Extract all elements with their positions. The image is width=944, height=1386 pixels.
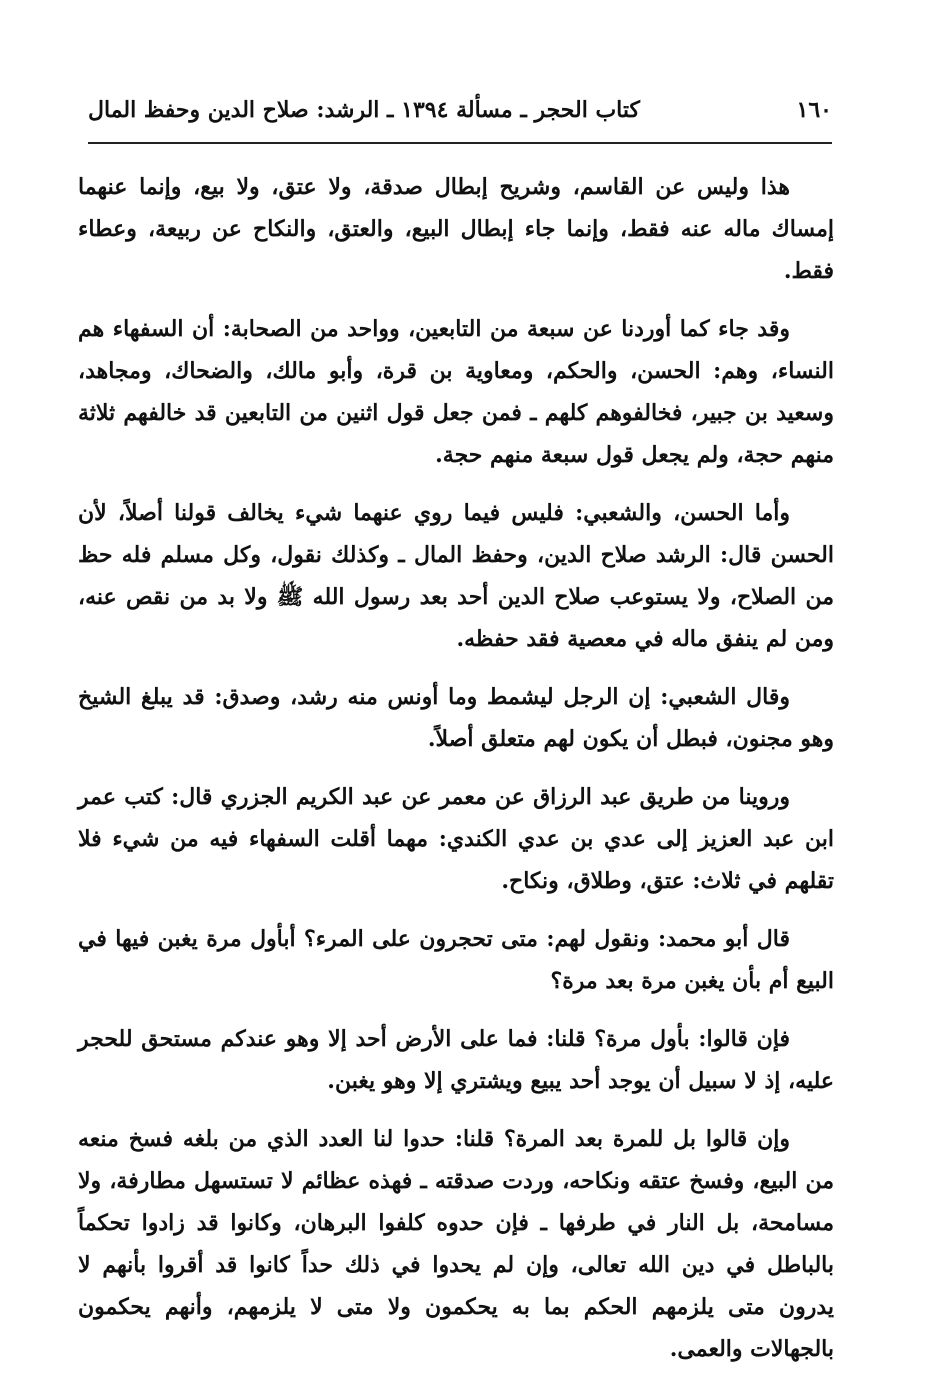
page-number: ١٦٠ bbox=[796, 97, 832, 123]
paragraph: وأما الحسن، والشعبي: فليس فيما روي عنهما شيء يخالف قولنا أصلاً، لأن الحسن قال: الرشد صلاح الدين، وحفظ المال ـ وكذلك نقول، وكل مسلم فله حظ من الصلاح، ولا يستوعب صلاح الدين أحد بعد رسول الله ﷺ ولا بد من نقص عنه، ومن لم ينفق ماله في معصية فقد حفظه. bbox=[78, 500, 834, 652]
paragraph: فإن قالوا: بأول مرة؟ قلنا: فما على الأرض أحد إلا وهو عندكم مستحق للحجر عليه، إذ لا سبيل أن يوجد أحد يبيع ويشتري إلا وهو يغبن. bbox=[78, 1026, 834, 1094]
header-divider bbox=[88, 142, 832, 144]
paragraph: وإن قالوا بل للمرة بعد المرة؟ قلنا: حدوا لنا العدد الذي من بلغه فسخ منعه من البيع، وفسخ عتقه ونكاحه، وردت صدقته ـ فهذه عظائم لا تستسهل مطارفة، ولا مسامحة، بل النار في طرفها ـ فإن حدوه كلفوا البرهان، وكانوا قد زادوا تحكماً بالباطل في دين الله تعالى، وإن لم يحدوا في ذلك حداً كانوا قد أقروا بأنهم لا يدرون متى يلزمهم الحكم بما به يحكمون ولا متى لا يلزمهم، وأنهم يحكمون بالجهالات والعمى. bbox=[78, 1126, 834, 1362]
paragraph: قال أبو محمد: ونقول لهم: متى تحجرون على المرء؟ أبأول مرة يغبن فيها في البيع أم بأن يغبن مرة بعد مرة؟ bbox=[78, 926, 834, 994]
paragraph: وقد جاء كما أوردنا عن سبعة من التابعين، وواحد من الصحابة: أن السفهاء هم النساء، وهم: الحسن، والحكم، ومعاوية بن قرة، وأبو مالك، والضحاك، ومجاهد، وسعيد بن جبير، فخالفوهم كلهم ـ فمن جعل قول اثنين من التابعين قد خالفهم ثلاثة منهم حجة، ولم يجعل قول سبعة منهم حجة. bbox=[78, 316, 834, 468]
page-body bbox=[78, 166, 834, 1386]
page-header bbox=[88, 92, 832, 128]
paragraph: هذا وليس عن القاسم، وشريح إبطال صدقة، ولا عتق، ولا بيع، وإنما عنهما إمساك ماله عنه فقط، وإنما جاء إبطال البيع، والعتق، والنكاح عن ربيعة، وعطاء فقط. bbox=[78, 174, 834, 284]
paragraph: وروينا من طريق عبد الرزاق عن معمر عن عبد الكريم الجزري قال: كتب عمر ابن عبد العزيز إلى عدي بن عدي الكندي: مهما أقلت السفهاء فيه من شيء فلا تقلهم في ثلاث: عتق، وطلاق، ونكاح. bbox=[78, 784, 834, 894]
paragraph: وقال الشعبي: إن الرجل ليشمط وما أونس منه رشد، وصدق: قد يبلغ الشيخ وهو مجنون، فبطل أن يكون لهم متعلق أصلاً. bbox=[78, 684, 834, 752]
running-title: كتاب الحجر ـ مسألة ١٣٩٤ ـ الرشد: صلاح الدين وحفظ المال bbox=[88, 97, 640, 123]
